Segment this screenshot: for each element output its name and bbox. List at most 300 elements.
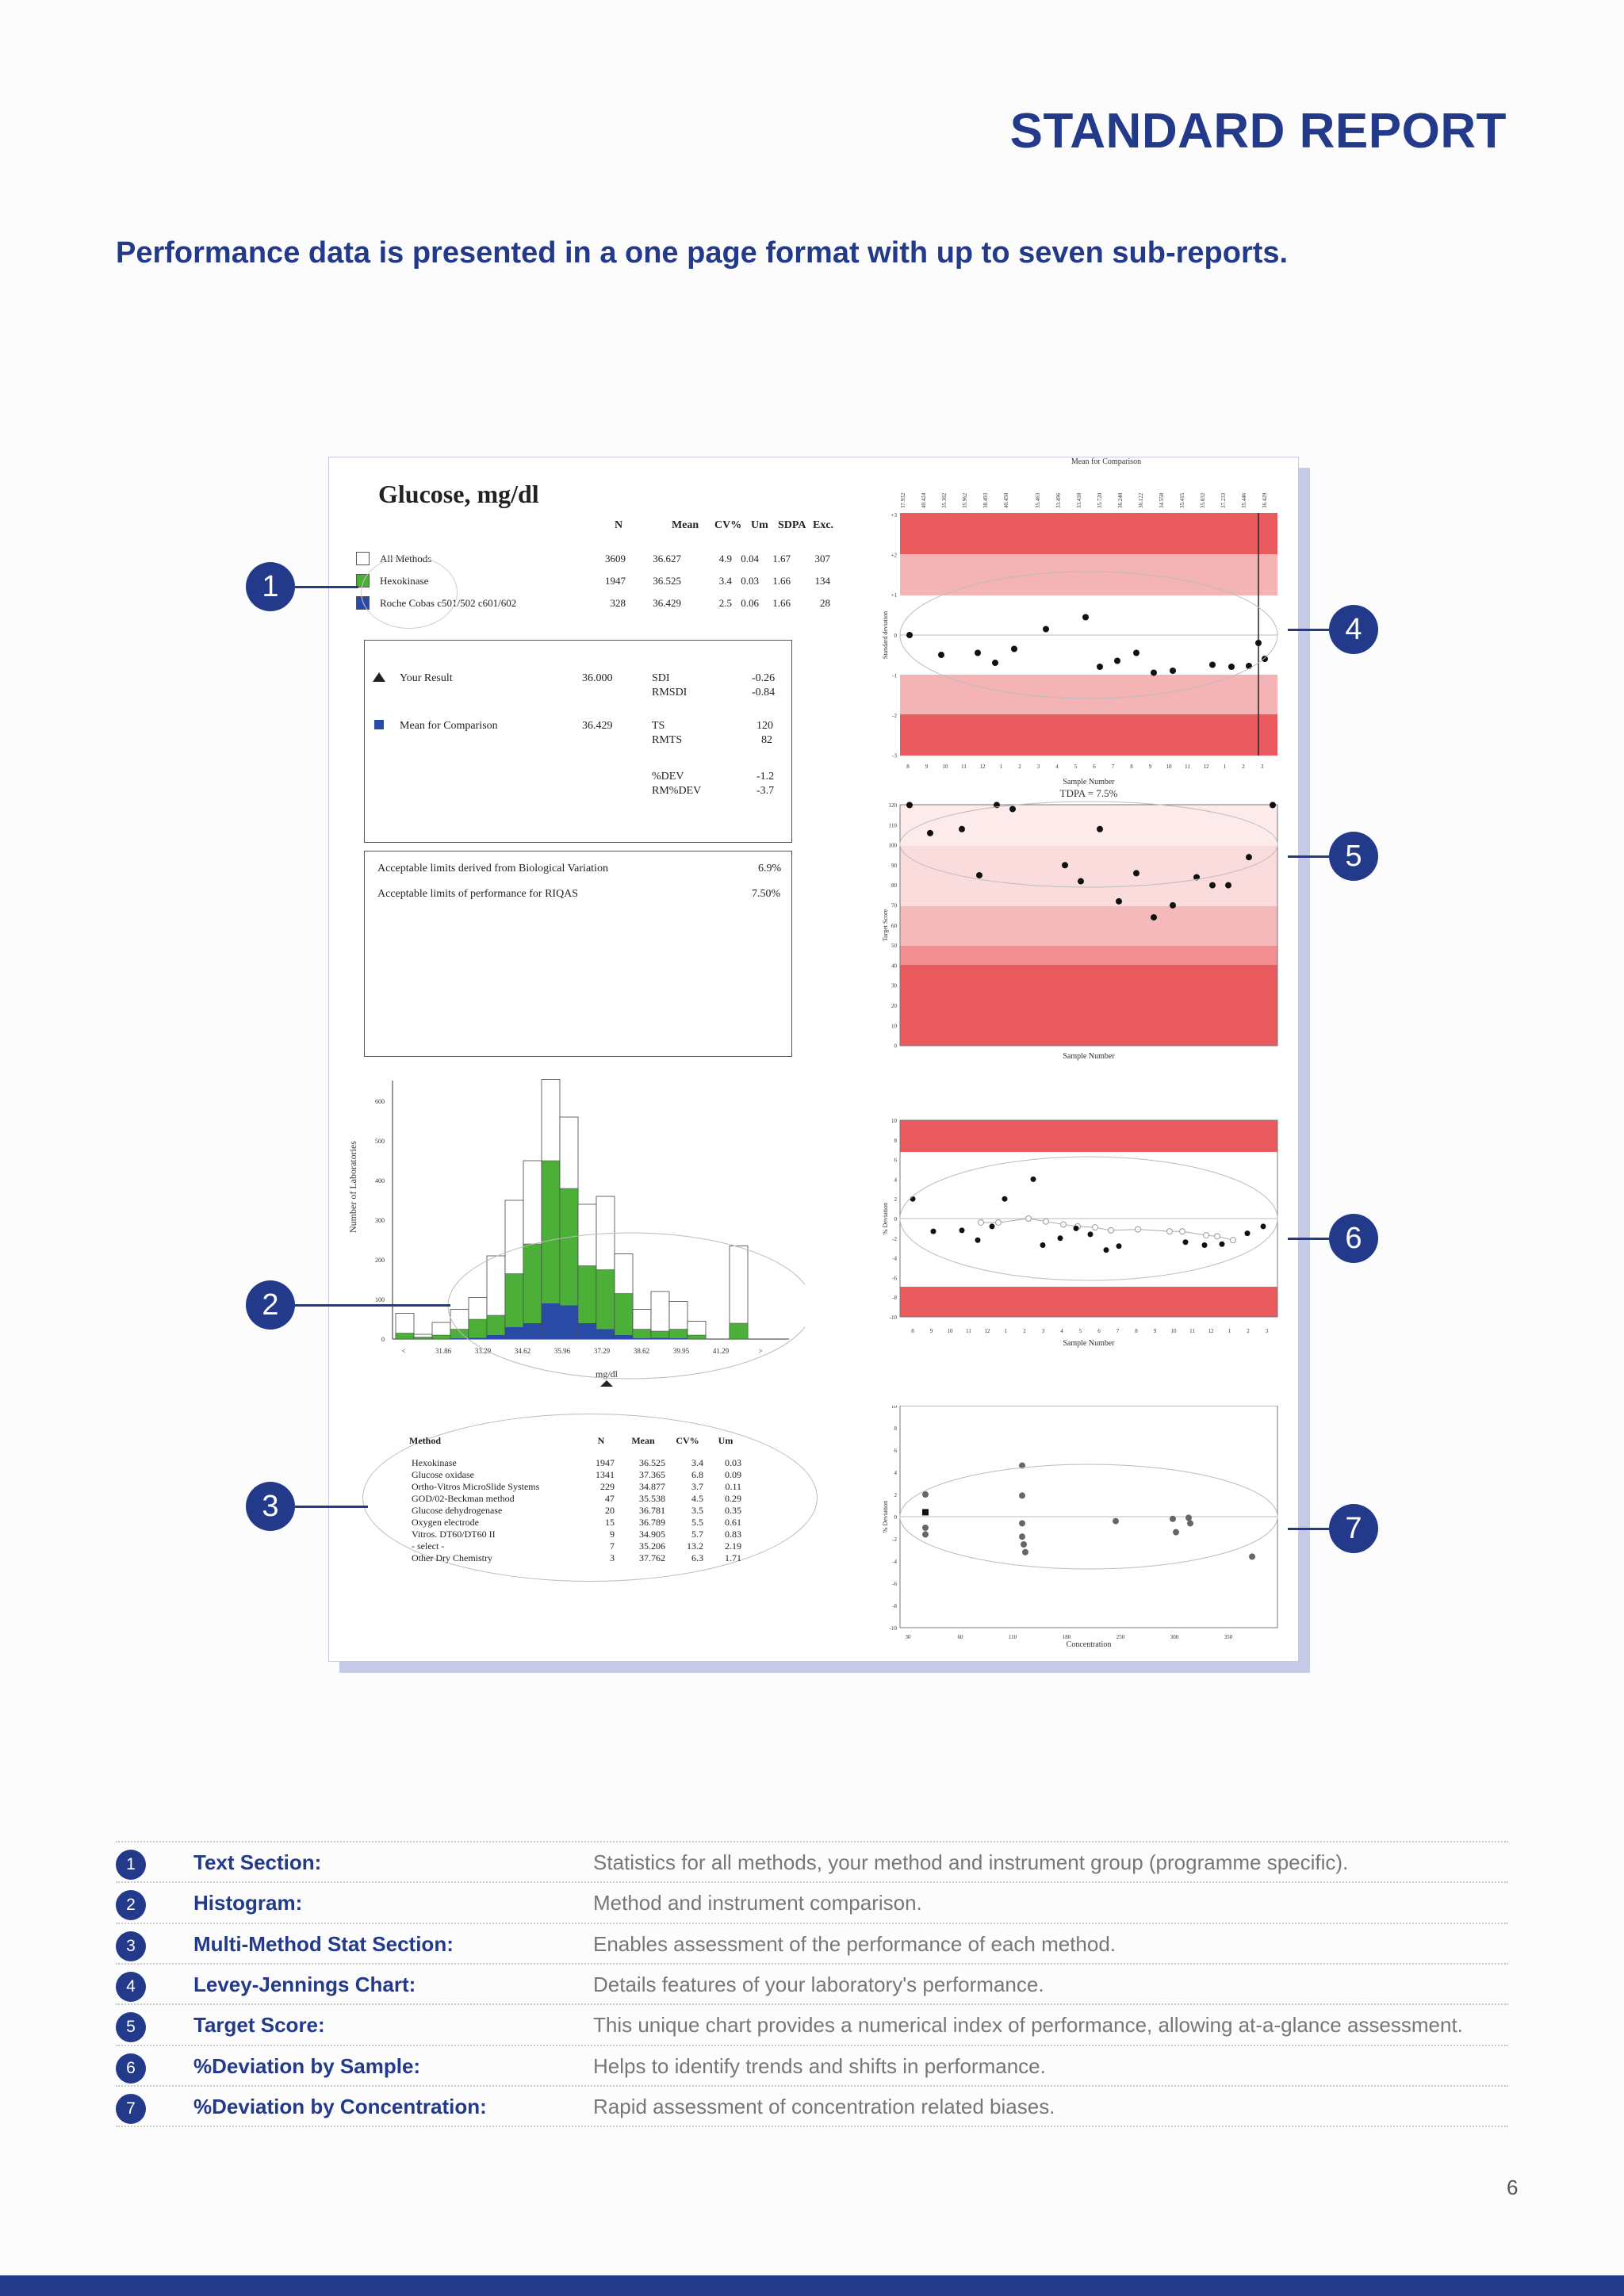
method-cell: Ortho-Vitros MicroSlide Systems [412,1481,540,1492]
dev-x-tick: 6 [1097,1328,1101,1334]
method-cell: 35.206 [639,1540,665,1552]
histogram-bar-instrument [560,1306,578,1340]
conc-xlabel: Concentration [1066,1640,1112,1649]
conc-point [922,1531,929,1537]
conc-point [1173,1529,1179,1536]
method-cell: 36.525 [639,1457,665,1468]
lj-x-tick: 3 [1036,763,1040,770]
method-cell: 6.8 [691,1469,703,1480]
histogram-x-tick: > [758,1347,763,1355]
lj-y-tick: 0 [894,632,897,639]
rmsdi-label: RMSDI [652,687,688,698]
lj-top-value: 36.429 [1262,492,1268,508]
page-subtitle: Performance data is presented in a one page format with up to seven sub-reports. [116,236,1289,270]
stats-cell-mean: 36.429 [653,597,681,609]
stats-cell-mean: 36.627 [653,553,681,564]
lj-top-value: 34.558 [1159,492,1165,508]
histogram-bar-instrument [505,1327,523,1339]
dev-label: %DEV [652,771,684,783]
histogram-y-tick: 200 [375,1257,385,1264]
lj-x-tick: 8 [906,763,910,770]
lj-top-value: 33.496 [1055,492,1062,508]
histogram-bar-method [414,1337,432,1340]
lj-top-values [900,492,1268,508]
stats-header-sdpa: SDPA [778,519,806,531]
method-cell: 0.29 [725,1493,741,1504]
histogram-x-tick: 31.86 [435,1347,452,1355]
analyte-title: Glucose, mg/dl [378,480,539,508]
callout-2: 2 [246,1280,295,1330]
method-cell: 36.789 [639,1517,665,1528]
lj-xlabel: Sample Number [1063,778,1115,786]
dev-y-tick: 2 [894,1196,897,1203]
histogram-bar-instrument [487,1335,505,1339]
conc-x-tick: 30 [905,1634,911,1640]
method-cell: 37.365 [639,1469,665,1480]
lj-point [1097,664,1103,670]
histogram-x-tick: 35.96 [553,1347,571,1355]
legend-number: 1 [116,1850,146,1880]
legend-row [116,1963,1508,2005]
lj-x-tick: 2 [1018,763,1021,770]
histogram-xlabel: mg/dl [595,1368,619,1380]
method-cell: 5.7 [691,1529,703,1540]
target-y-tick: 120 [888,802,897,809]
legend-row [116,2003,1508,2045]
legend-number: 3 [116,1931,146,1961]
callout-1: 1 [246,562,295,611]
target-point [1097,826,1103,832]
sample-report-sheet [328,457,1299,1662]
method-cell: 1341 [596,1469,615,1480]
histogram-bar-instrument [651,1338,669,1340]
histogram-x-tick: 38.62 [633,1347,650,1355]
legend-label: %Deviation by Sample: [193,2053,421,2078]
histogram-bar-method [688,1335,706,1339]
target-y-tick: 70 [891,902,897,909]
lj-y-tick: -3 [892,752,897,760]
histogram-bar-method [396,1334,414,1340]
method-cell: - select - [412,1540,445,1552]
target-title: TDPA = 7.5% [1059,787,1118,799]
conc-x-tick: 350 [1224,1634,1233,1640]
dev-open-point [1026,1216,1032,1222]
perf-limit-value: 7.50% [752,888,781,900]
lj-x-tick: 10 [1166,763,1172,770]
stats-row-label: Roche Cobas c501/502 c601/602 [380,597,517,609]
conc-x-ticks [906,1634,1233,1640]
rmsdi-value: -0.84 [752,687,776,698]
lj-top-value: 35.446 [1241,492,1247,508]
dev-open-point [1093,1225,1098,1230]
lj-top-value: 35.720 [1097,492,1103,508]
dev-y-tick: 4 [894,1177,897,1184]
method-header-method: Method [409,1435,441,1446]
square-marker-icon [374,720,384,729]
dev-y-tick: -10 [889,1314,897,1321]
conc-point [1185,1514,1192,1521]
conc-y-tick: -4 [892,1559,897,1565]
callout-4: 4 [1329,605,1378,654]
dev-y-tick: -8 [892,1295,897,1302]
histogram-bar-instrument [469,1338,487,1340]
histogram-bar-instrument [578,1323,596,1339]
target-y-tick: 40 [891,962,897,970]
conc-y-tick: 8 [894,1425,897,1432]
dev-open-point [1204,1233,1209,1238]
lj-x-tick: 5 [1074,763,1078,770]
histogram-bar-instrument [596,1330,615,1340]
histogram-x-tick: 39.95 [672,1347,690,1355]
lj-point [992,660,998,666]
conc-point [1021,1541,1027,1548]
target-ylabel: Target Score [882,909,889,942]
dev-point [1058,1235,1063,1241]
conc-point [922,1491,929,1498]
dev-open-point [1180,1229,1185,1234]
method-row [408,1493,745,1505]
legend-description: Method and instrument comparison. [593,1891,922,1915]
conc-point [1170,1516,1176,1522]
target-y-tick: 0 [894,1043,897,1050]
stats-cell-n: 328 [610,597,626,609]
conc-y-tick: -6 [892,1581,897,1587]
lj-top-value: 37.932 [900,492,906,508]
callout-line-3 [295,1506,368,1508]
stats-row-label: Hexokinase [380,575,429,587]
lj-x-tick: 10 [942,763,948,770]
dev-open-point [996,1219,1002,1225]
method-row [408,1469,745,1481]
stats-cell-um: 0.04 [741,553,759,564]
lj-top-value: 40.424 [921,492,927,508]
dev-x-tick: 8 [911,1328,914,1334]
method-cell: 9 [610,1529,615,1540]
lj-point [938,652,944,658]
dev-open-point [1136,1226,1141,1232]
lj-top-value: 35.463 [1035,492,1041,508]
dev-trend-line [981,1219,1233,1240]
method-table-body [408,1457,745,1564]
target-point [1225,882,1231,889]
dev-point [1202,1242,1208,1248]
histogram-bar-instrument [615,1335,633,1339]
histogram-x-tick: 34.62 [514,1347,531,1355]
dev-point [1261,1223,1266,1229]
stats-cell-exc: 307 [814,553,830,564]
conc-y-tick: -10 [889,1625,897,1632]
dev-x-tick: 7 [1116,1328,1120,1334]
conc-y-tick: 4 [894,1470,897,1476]
target-point [976,872,982,878]
method-cell: 35.538 [639,1493,665,1504]
histogram-x-tick: 41.29 [712,1347,730,1355]
dev-point [959,1227,965,1233]
method-cell: Oxygen electrode [412,1517,479,1528]
stats-cell-n: 3609 [605,553,626,564]
dev-x-tick: 9 [929,1328,933,1334]
lj-band-2sd-upper [900,554,1277,595]
lj-point [1228,664,1235,670]
lj-y-tick: +3 [891,512,897,519]
dev-xlabel: Sample Number [1063,1339,1115,1348]
method-cell: Glucose dehydrogenase [412,1505,503,1516]
method-cell: Glucose oxidase [412,1469,474,1480]
histogram-bar-method [730,1323,748,1339]
legend-label: Text Section: [193,1850,322,1874]
histogram-bar-instrument [523,1323,542,1339]
lj-point [1082,614,1089,621]
target-point [1170,902,1176,909]
conc-point [1187,1520,1193,1526]
lj-top-value: 36.122 [1138,492,1144,508]
callout-3: 3 [246,1482,295,1531]
target-band-1 [900,805,1277,846]
lj-x-tick: 9 [1148,763,1152,770]
legend-description: Rapid assessment of concentration related biases. [593,2094,1055,2118]
dev-point [1104,1247,1109,1253]
histogram-x-ticks [401,1347,762,1355]
lj-point [1151,670,1157,676]
method-cell: 34.905 [639,1529,665,1540]
target-y-tick: 110 [888,822,897,829]
footer-bar [0,2275,1624,2296]
target-point [906,802,913,808]
lj-point [1209,662,1216,668]
legend-row [116,2045,1508,2087]
stats-cell-cv: 4.9 [718,553,732,564]
lj-y-tick: -2 [892,713,897,719]
lj-top-value: 35.962 [962,492,968,508]
dev-x-tick: 2 [1023,1328,1026,1334]
histogram-bar-instrument [450,1338,469,1339]
stats-header-cv: CV% [714,519,742,531]
method-cell: 0.09 [725,1469,741,1480]
highlight-ellipse [361,556,458,629]
dev-y-tick: -2 [892,1235,897,1242]
lj-y-tick: +1 [891,592,897,599]
histogram-bar-method [633,1330,651,1340]
conc-ylabel: % Deviation [882,1500,889,1533]
conc-x-tick: 250 [1116,1634,1125,1640]
method-cell: 5.5 [691,1517,703,1528]
method-cell: 37.762 [639,1552,665,1563]
dev-point [1074,1226,1079,1231]
conc-y-tick: -2 [892,1536,897,1543]
dev-y-tick: 6 [894,1157,897,1164]
lj-point [1255,640,1262,646]
target-score-chart [876,786,1297,1063]
dev-x-tick: 8 [1135,1328,1138,1334]
conc-point [1113,1518,1119,1525]
dev-point [975,1238,981,1243]
histogram-x-tick: < [401,1347,406,1355]
target-band-3 [900,906,1277,946]
histogram-y-tick: 500 [375,1138,385,1145]
method-cell: 0.35 [725,1505,741,1516]
result-box [364,640,792,843]
lj-point [1133,650,1139,656]
method-table [408,1434,745,1564]
target-y-tick: 30 [891,982,897,989]
histogram-bar-method [615,1294,633,1340]
conc-x-tick: 180 [1062,1634,1071,1640]
method-cell: 47 [605,1493,615,1504]
target-band-2 [900,846,1277,906]
conc-x-tick: 60 [957,1634,963,1640]
lj-x-tick: 11 [961,763,967,770]
conc-x-tick: 300 [1170,1634,1179,1640]
lj-band-3sd-lower [900,714,1277,756]
legend-label: Histogram: [193,1891,303,1915]
dev-x-tick: 5 [1078,1328,1082,1334]
dev-x-ticks [911,1328,1269,1334]
dev-band-upper [900,1120,1277,1152]
stats-cell-exc: 28 [820,597,830,609]
dev-sample-chart [876,1115,1297,1353]
method-header-um: Um [718,1435,733,1446]
dev-open-point [979,1219,984,1225]
histogram-y-tick: 300 [375,1217,385,1224]
dev-x-tick: 3 [1265,1328,1269,1334]
conc-point [1022,1549,1028,1556]
dev-x-tick: 12 [1208,1328,1214,1334]
histogram-bar-method [469,1319,487,1339]
dev-open-point [1061,1222,1067,1227]
method-cell: Hexokinase [412,1457,457,1468]
callout-line-4 [1288,629,1329,631]
stats-header-um: Um [751,519,768,531]
lj-ylabel: Standard deviation [882,610,889,660]
conc-point [922,1525,929,1531]
method-cell: 36.781 [639,1505,665,1516]
lj-point [1170,668,1176,674]
dev-x-tick: 10 [1170,1328,1177,1334]
lj-y-ticks [891,512,898,760]
callout-line-6 [1288,1238,1329,1240]
lj-point [1114,658,1120,664]
dev-y-ticks [890,1118,898,1321]
lj-point [1043,626,1049,633]
dev-point [1002,1196,1008,1202]
method-cell: 1947 [596,1457,615,1468]
lj-x-tick: 8 [1130,763,1133,770]
histogram-bar-method [669,1330,688,1340]
dev-x-tick: 9 [1153,1328,1157,1334]
lj-top-value: 37.233 [1220,492,1227,508]
dev-open-point [1109,1227,1114,1233]
stats-cell-cv: 2.5 [718,597,732,609]
dev-conc-chart [876,1406,1297,1651]
sdi-value: -0.26 [752,672,776,684]
dev-point [1245,1230,1251,1236]
lj-x-tick: 12 [1203,763,1209,770]
legend-description: Statistics for all methods, your method and instrument group (programme specific). [593,1850,1349,1874]
lj-point [906,632,913,638]
target-point [1209,882,1216,889]
dev-y-tick: 10 [891,1118,897,1124]
target-point [927,830,933,836]
mean-comparison-label: Mean for Comparison [400,720,498,732]
legend-row [116,1923,1508,1965]
dev-x-tick: 3 [1041,1328,1045,1334]
method-row [408,1517,745,1529]
target-y-tick: 60 [891,922,897,929]
method-cell: 6.3 [691,1552,703,1563]
lj-top-label: Mean for Comparison [1071,457,1142,466]
dev-open-point [1231,1238,1236,1243]
histogram-y-tick: 600 [375,1098,385,1105]
lj-y-tick: +2 [891,552,897,559]
target-point [1246,854,1252,860]
stats-header-mean: Mean [672,519,699,531]
stats-cell-um: 0.03 [741,575,759,587]
stats-header-exc: Exc. [813,519,834,531]
dev-band-lower [900,1287,1277,1317]
legend-label: %Deviation by Concentration: [193,2094,487,2118]
target-y-tick: 100 [888,842,897,849]
histogram-bar-instrument [542,1303,560,1339]
histogram-ylabel: Number of Laboratories [347,1141,358,1233]
dev-x-tick: 12 [984,1328,990,1334]
dev-x-tick: 11 [966,1328,971,1334]
your-result-value: 36.000 [582,672,613,684]
target-y-ticks [889,802,898,1050]
dev-point [1116,1243,1122,1249]
dev-x-tick: 2 [1247,1328,1250,1334]
lj-top-value: 36.240 [1117,492,1124,508]
callout-7: 7 [1329,1504,1378,1553]
legend-description: This unique chart provides a numerical index of performance, allowing at-a-glance assessment. [593,2013,1463,2038]
target-point [1062,862,1068,868]
method-row [408,1481,745,1493]
method-row [408,1540,745,1552]
sdi-label: SDI [652,672,670,684]
stats-cell-sdpa: 1.66 [772,597,791,609]
lj-x-tick: 12 [979,763,986,770]
page-title: STANDARD REPORT [1009,104,1507,159]
lj-top-value: 33.418 [1076,492,1082,508]
legend-description: Details features of your laboratory's performance. [593,1972,1044,1996]
dev-point [990,1223,995,1229]
method-cell: 2.19 [725,1540,741,1552]
target-point [1270,802,1276,808]
lj-top-value: 40.450 [1003,492,1009,508]
method-header-mean: Mean [631,1435,655,1446]
lj-band-3sd-upper [900,513,1277,554]
method-header-cv: CV% [676,1435,699,1446]
conc-your-point [922,1509,929,1515]
lj-y-tick: -1 [892,672,897,679]
ts-value: 120 [756,720,773,732]
triangle-marker-icon [373,672,385,682]
target-y-tick: 50 [891,943,897,950]
legend-number: 6 [116,2053,146,2084]
lj-point [1262,656,1268,662]
callout-line-7 [1288,1528,1329,1530]
stats-cell-cv: 3.4 [718,575,732,587]
rmdev-label: RM%DEV [652,785,702,797]
callout-line-5 [1288,855,1329,858]
bio-limit-label: Acceptable limits derived from Biological Variation [377,863,608,874]
legend-bottom-rule [116,2126,1508,2127]
stats-row-label: All Methods [380,553,432,564]
perf-limit-label: Acceptable limits of performance for RIQAS [377,888,579,900]
conc-y-tick: 10 [891,1406,897,1410]
method-cell: Other Dry Chemistry [412,1552,492,1563]
conc-point [1019,1533,1025,1540]
dev-x-tick: 4 [1060,1328,1063,1334]
